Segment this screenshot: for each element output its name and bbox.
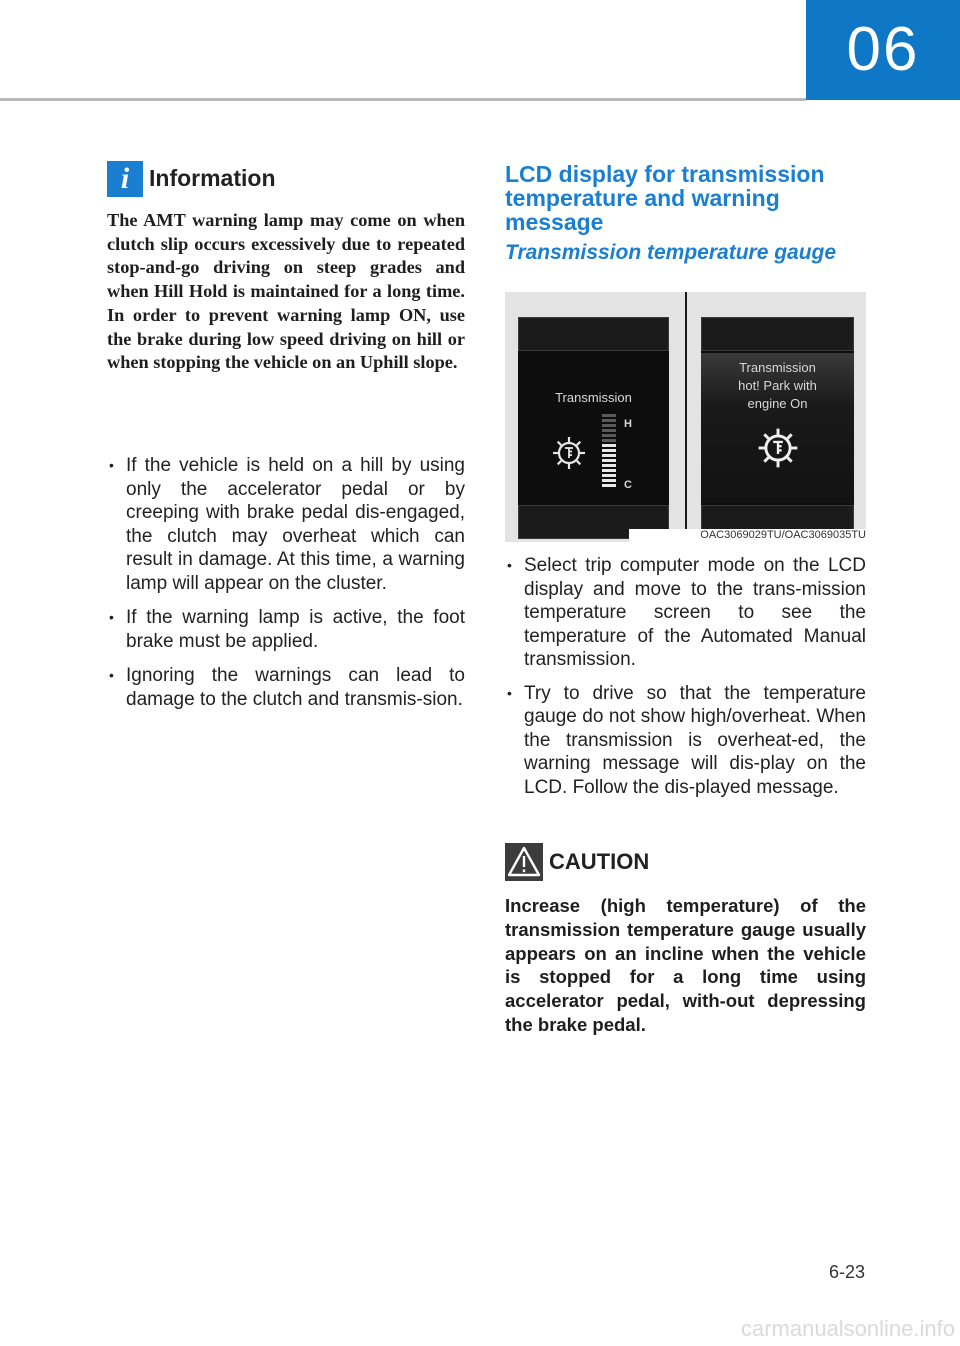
gauge-high-label: H bbox=[624, 418, 632, 430]
section-subtitle: Transmission temperature gauge bbox=[505, 241, 837, 264]
warning-line-1: Transmission bbox=[739, 360, 816, 375]
warning-line-3: engine On bbox=[747, 396, 808, 411]
figure-caption: OAC3069029TU/OAC3069035TU bbox=[629, 529, 866, 542]
figure-divider bbox=[685, 292, 687, 542]
list-item: • Select trip computer mode on the LCD display and move to the trans-mission temperature screen to see the temperature of the Automated Manual transmission. bbox=[505, 554, 866, 672]
left-bullet-list bbox=[107, 454, 465, 722]
gear-warning-icon bbox=[550, 434, 588, 472]
screen-top-band bbox=[701, 317, 854, 351]
watermark-link[interactable]: carmanualsonline.info bbox=[740, 1316, 955, 1341]
list-item: • Ignoring the warnings can lead to damage to the clutch and transmis-sion. bbox=[107, 664, 465, 711]
gauge-low-label: C bbox=[624, 479, 632, 491]
right-bullet-list bbox=[505, 554, 866, 809]
list-item: • If the warning lamp is active, the foot brake must be applied. bbox=[107, 606, 465, 653]
information-heading: Information bbox=[149, 165, 276, 191]
header-rule bbox=[0, 98, 806, 101]
caution-heading: CAUTION bbox=[549, 849, 650, 874]
gear-warning-icon bbox=[755, 425, 801, 471]
section-title: LCD display for transmission temperature and warning message bbox=[505, 161, 825, 235]
warning-triangle-icon bbox=[505, 843, 543, 881]
screen-label: Transmission bbox=[555, 390, 632, 405]
information-icon: i bbox=[107, 161, 143, 197]
caution-body: Increase (high temperature) of the transmission temperature gauge usually appears on an incline when the vehicle is stopped for a long time using accelerator pedal, with-out depressing the brake pedal. bbox=[505, 895, 866, 1035]
list-item: • If the vehicle is held on a hill by using only the accelerator pedal or by creeping with brake pedal dis-engaged, the clutch may overheat which can result in damage. At this time, a warning lamp will appear on the cluster. bbox=[107, 454, 465, 595]
chapter-number-tab: 06 bbox=[806, 0, 960, 100]
warning-line-2: hot! Park with bbox=[738, 378, 817, 393]
transmission-gauge-screen bbox=[518, 317, 669, 539]
screen-top-band bbox=[518, 317, 669, 351]
information-body: The AMT warning lamp may come on when clutch slip occurs excessively due to repeated stop-and-go driving on steep grades and when Hill Hold is maintained for a long time. In order to prevent warning lamp ON, use the brake during low speed driving on hill or when stopping the vehicle on an Uphill slope. bbox=[107, 210, 465, 373]
transmission-hot-warning-screen bbox=[701, 317, 854, 539]
temperature-bar-gauge bbox=[600, 412, 618, 492]
list-item: • Try to drive so that the temperature gauge do not show high/overheat. When the transmission is overheat-ed, the warning message will dis-play on the LCD. Follow the dis-played message. bbox=[505, 682, 866, 800]
caution-icon bbox=[505, 843, 543, 881]
page-number: 6-23 bbox=[828, 1262, 865, 1282]
